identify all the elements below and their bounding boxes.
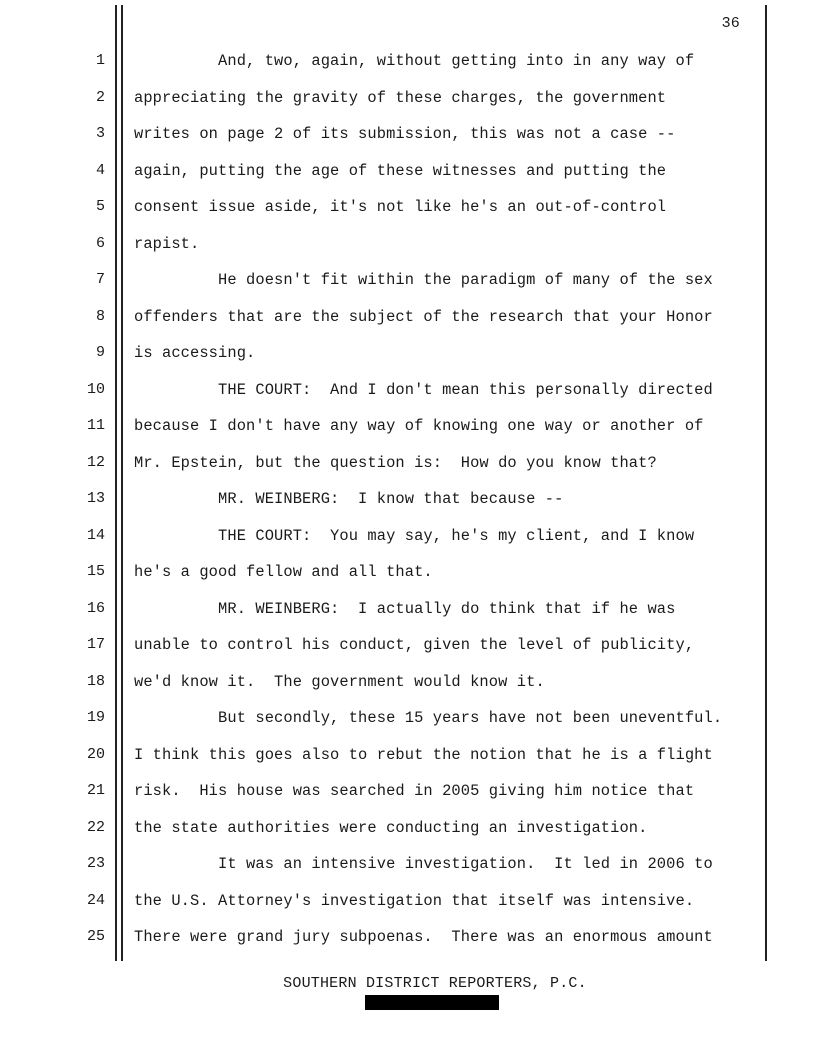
page-number: 36 (721, 15, 740, 32)
line-text: I think this goes also to rebut the notion that he is a flight (134, 745, 713, 764)
transcript-line (0, 855, 816, 892)
line-text: risk. His house was searched in 2005 giving him notice that (134, 782, 695, 800)
line-text: the state authorities were conducting an investigation. (134, 818, 648, 837)
line-text: He doesn't fit within the paradigm of many of the sex (134, 271, 713, 289)
line-number: 1 (95, 52, 105, 69)
line-number: 16 (86, 599, 105, 617)
line-text: Mr. Epstein, but the question is: How do you know that? (134, 453, 657, 472)
transcript-line (0, 782, 816, 819)
transcript-line (0, 636, 816, 673)
line-number: 21 (86, 782, 105, 799)
line-number: 17 (86, 636, 105, 653)
transcript-line (0, 52, 816, 89)
line-number: 3 (95, 125, 105, 142)
line-text: THE COURT: And I don't mean this personally directed (134, 380, 713, 399)
line-number: 25 (86, 928, 105, 945)
transcript-line (0, 527, 816, 564)
line-number: 9 (95, 344, 105, 361)
transcript-line (0, 600, 816, 637)
line-number: 4 (95, 161, 105, 179)
line-number: 24 (86, 891, 105, 909)
line-number: 7 (95, 271, 105, 288)
line-text: offenders that are the subject of the research that your Honor (134, 307, 713, 326)
line-text: rapist. (134, 234, 200, 253)
transcript-line (0, 928, 816, 965)
line-text: the U.S. Attorney's investigation that itself was intensive. (134, 891, 695, 910)
line-text: And, two, again, without getting into in any way of (134, 52, 695, 70)
line-number: 15 (86, 563, 105, 580)
transcript-line (0, 198, 816, 235)
footer-reporter-name: SOUTHERN DISTRICT REPORTERS, P.C. (283, 975, 587, 992)
transcript-line (0, 162, 816, 199)
line-text: MR. WEINBERG: I actually do think that if he was (134, 599, 676, 618)
transcript-line (0, 417, 816, 454)
transcript-line (0, 454, 816, 491)
line-text: is accessing. (134, 344, 256, 362)
line-text: we'd know it. The government would know it. (134, 672, 545, 691)
line-number: 10 (86, 380, 105, 398)
line-text: unable to control his conduct, given the level of publicity, (134, 636, 695, 654)
line-number: 5 (95, 198, 105, 215)
transcript-line (0, 308, 816, 345)
transcript-line (0, 344, 816, 381)
transcript-line (0, 746, 816, 783)
line-text: again, putting the age of these witnesses and putting the (134, 161, 667, 180)
transcript-line (0, 125, 816, 162)
line-text: THE COURT: You may say, he's my client, and I know (134, 526, 695, 545)
line-number: 18 (86, 672, 105, 690)
line-number: 13 (86, 490, 105, 507)
line-text: But secondly, these 15 years have not been uneventful. (134, 709, 723, 727)
line-number: 8 (95, 307, 105, 325)
transcript-line (0, 673, 816, 710)
line-number: 11 (86, 417, 105, 434)
transcript-line (0, 892, 816, 929)
transcript-line (0, 563, 816, 600)
transcript-line (0, 271, 816, 308)
line-text: because I don't have any way of knowing one way or another of (134, 417, 704, 435)
line-number: 14 (86, 526, 105, 544)
line-number: 6 (95, 234, 105, 252)
transcript-line (0, 819, 816, 856)
transcript-line (0, 490, 816, 527)
line-number: 23 (86, 855, 105, 872)
line-text: appreciating the gravity of these charges, the government (134, 88, 667, 107)
line-text: writes on page 2 of its submission, this was not a case -- (134, 125, 676, 143)
transcript-line (0, 381, 816, 418)
transcript-line (0, 709, 816, 746)
line-text: There were grand jury subpoenas. There was an enormous amount (134, 928, 713, 946)
line-text: he's a good fellow and all that. (134, 563, 433, 581)
line-number: 20 (86, 745, 105, 763)
line-text: It was an intensive investigation. It led in 2006 to (134, 855, 713, 873)
line-number: 2 (95, 88, 105, 106)
line-text: MR. WEINBERG: I know that because -- (134, 490, 564, 508)
redaction-bar (365, 995, 499, 1010)
line-number: 19 (86, 709, 105, 726)
line-text: consent issue aside, it's not like he's an out-of-control (134, 198, 667, 216)
transcript-line (0, 235, 816, 272)
line-number: 12 (86, 453, 105, 471)
line-number: 22 (86, 818, 105, 836)
transcript-line (0, 89, 816, 126)
